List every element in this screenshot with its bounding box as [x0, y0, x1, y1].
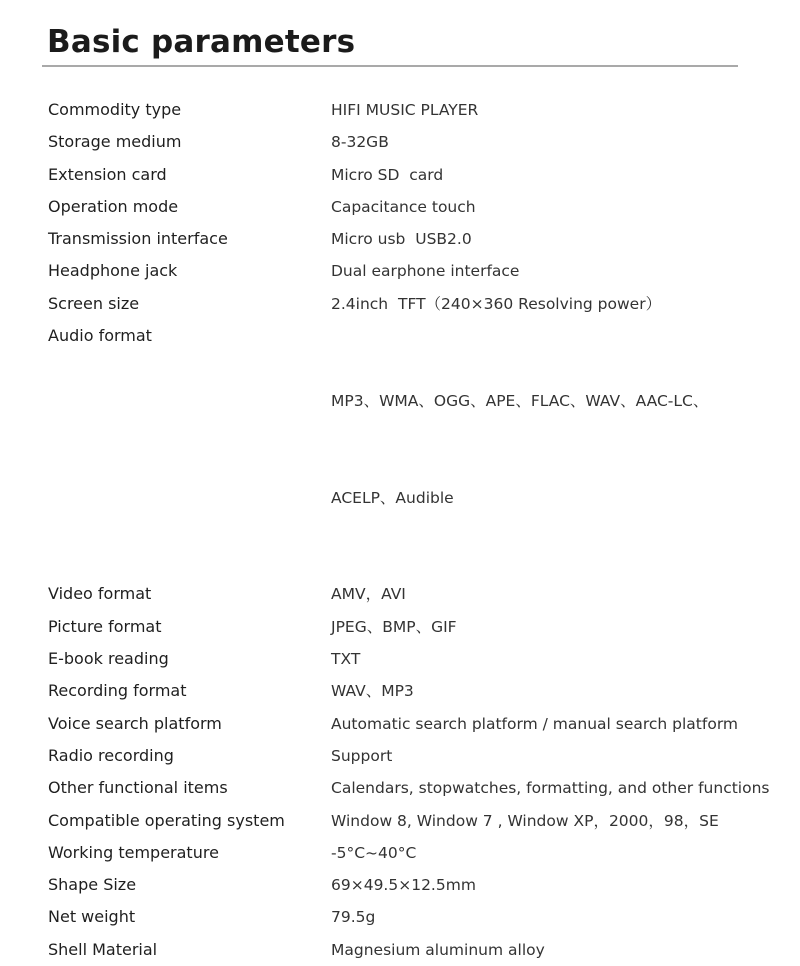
param-value: JPEG、BMP、GIF	[331, 617, 457, 636]
param-value: Window 8, Window 7 , Window XP，2000，98，SE	[331, 811, 719, 830]
param-label: Screen size	[48, 293, 140, 313]
param-value: HIFI MUSIC PLAYER	[331, 101, 479, 119]
param-row-shape-size	[48, 869, 778, 901]
param-value: 79.5g	[331, 908, 376, 927]
param-label: Operation mode	[48, 196, 179, 216]
param-label: E-book reading	[48, 649, 169, 669]
param-label: Audio format	[48, 326, 152, 346]
param-value: Automatic search platform / manual search platform	[331, 714, 739, 733]
param-label: Transmission interface	[48, 229, 228, 249]
param-value: -5°C~40°C	[331, 843, 417, 862]
param-row-video-format	[48, 578, 778, 610]
param-label: Recording format	[48, 681, 187, 701]
param-value: Dual earphone interface	[331, 262, 520, 281]
param-value: WAV、MP3	[331, 682, 414, 701]
param-row-ebook-reading	[48, 643, 778, 675]
param-value: Capacitance touch	[331, 197, 476, 216]
param-label: Other functional items	[48, 778, 228, 798]
param-row-net-weight	[48, 901, 778, 933]
param-label: Extension card	[48, 164, 167, 184]
param-label: Shell Material	[48, 939, 158, 959]
param-row-headphone-jack	[48, 255, 778, 287]
param-value: Calendars, stopwatches, formatting, and other functions	[331, 779, 770, 798]
param-value: AMV，AVI	[331, 585, 406, 604]
param-value: TXT	[331, 650, 361, 669]
param-label: Picture format	[48, 616, 162, 636]
param-label: Voice search platform	[48, 713, 222, 733]
param-label: Headphone jack	[48, 261, 178, 281]
param-row-recording-format	[48, 675, 778, 707]
param-label: Radio recording	[48, 745, 174, 765]
param-row-screen-size	[48, 288, 778, 320]
param-row-voice-search-platform	[48, 708, 778, 740]
param-row-storage-medium	[48, 126, 778, 158]
param-row-extension-card	[48, 159, 778, 191]
param-label: Net weight	[48, 907, 136, 927]
param-row-commodity-type	[48, 94, 778, 126]
parameters-table	[48, 94, 778, 966]
page-title: Basic parameters	[47, 24, 356, 60]
param-label: Compatible operating system	[48, 810, 285, 830]
param-row-shell-material	[48, 934, 778, 966]
param-label: Working temperature	[48, 842, 219, 862]
param-value-line-2: ACELP、Audible	[331, 488, 454, 507]
param-value-line-1: MP3、WMA、OGG、APE、FLAC、WAV、AAC-LC、	[331, 391, 709, 410]
param-label: Storage medium	[48, 132, 182, 152]
param-value	[331, 320, 778, 578]
param-label: Shape Size	[48, 875, 137, 895]
param-row-operation-mode	[48, 191, 778, 223]
param-value: Magnesium aluminum alloy	[331, 940, 545, 959]
param-row-radio-recording	[48, 740, 778, 772]
param-row-audio-format	[48, 320, 778, 578]
param-label: Video format	[48, 584, 152, 604]
param-value: 2.4inch TFT（240×360 Resolving power）	[331, 294, 662, 313]
param-row-compatible-operating-system	[48, 805, 778, 837]
param-value: Support	[331, 746, 393, 765]
param-value: 8-32GB	[331, 133, 389, 152]
title-divider	[42, 65, 738, 67]
param-value: 69×49.5×12.5mm	[331, 876, 476, 895]
param-row-working-temperature	[48, 837, 778, 869]
param-label: Commodity type	[48, 100, 182, 119]
param-row-picture-format	[48, 611, 778, 643]
param-value: Micro usb USB2.0	[331, 230, 472, 249]
param-value: Micro SD card	[331, 165, 444, 184]
param-row-transmission-interface	[48, 223, 778, 255]
